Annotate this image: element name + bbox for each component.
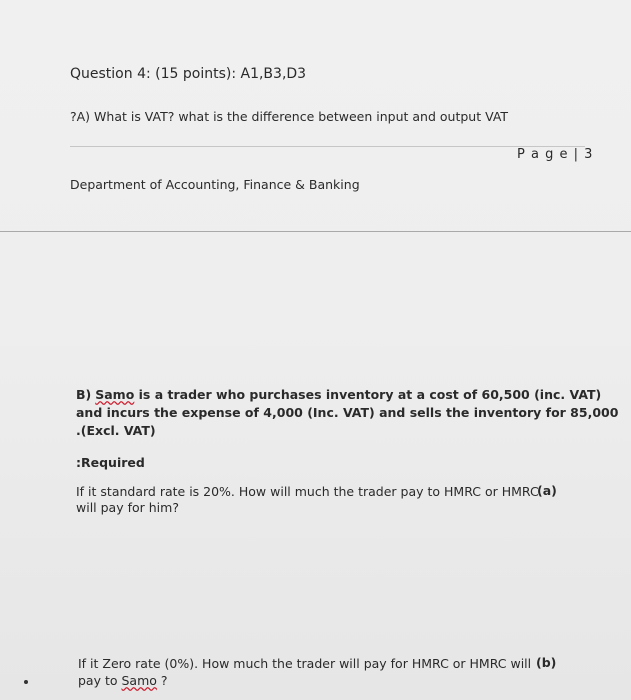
trader-name: Samo [95, 387, 135, 402]
part-b-label: B) [76, 387, 92, 402]
question-b-prefix: pay to [78, 673, 122, 688]
header-divider [70, 146, 585, 147]
department-footer: Department of Accounting, Finance & Banking [70, 177, 360, 192]
bullet-dot [24, 680, 28, 684]
question-b-suffix: ? [156, 673, 168, 688]
part-a-question: ?A) What is VAT? what is the difference between input and output VAT [70, 109, 509, 124]
part-b-line3: .(Excl. VAT) [76, 423, 156, 438]
question-b-line1: If it Zero rate (0%). How much the trader will pay for HMRC or HMRC will [78, 656, 532, 671]
required-heading: :Required [76, 455, 145, 470]
question-b-label: (b) [536, 655, 557, 670]
question-a-line1: If it standard rate is 20%. How will much the trader pay to HMRC or HMRC [76, 484, 539, 499]
part-b-intro [76, 386, 601, 404]
part-b-line1: is a trader who purchases inventory at a cost of 60,500 (inc. VAT) [134, 387, 602, 402]
page-number: P a g e | 3 [517, 147, 594, 162]
trader-name-2: Samo [121, 673, 157, 688]
question-b-line2 [78, 672, 168, 690]
question-a-line2: will pay for him? [76, 500, 179, 515]
part-b-line2: and incurs the expense of 4,000 (Inc. VAT) and sells the inventory for 85,000 [76, 405, 619, 420]
question-title: Question 4: (15 points): A1,B3,D3 [70, 66, 307, 82]
question-a-label: (a) [537, 483, 557, 498]
page-break-line [0, 231, 631, 232]
